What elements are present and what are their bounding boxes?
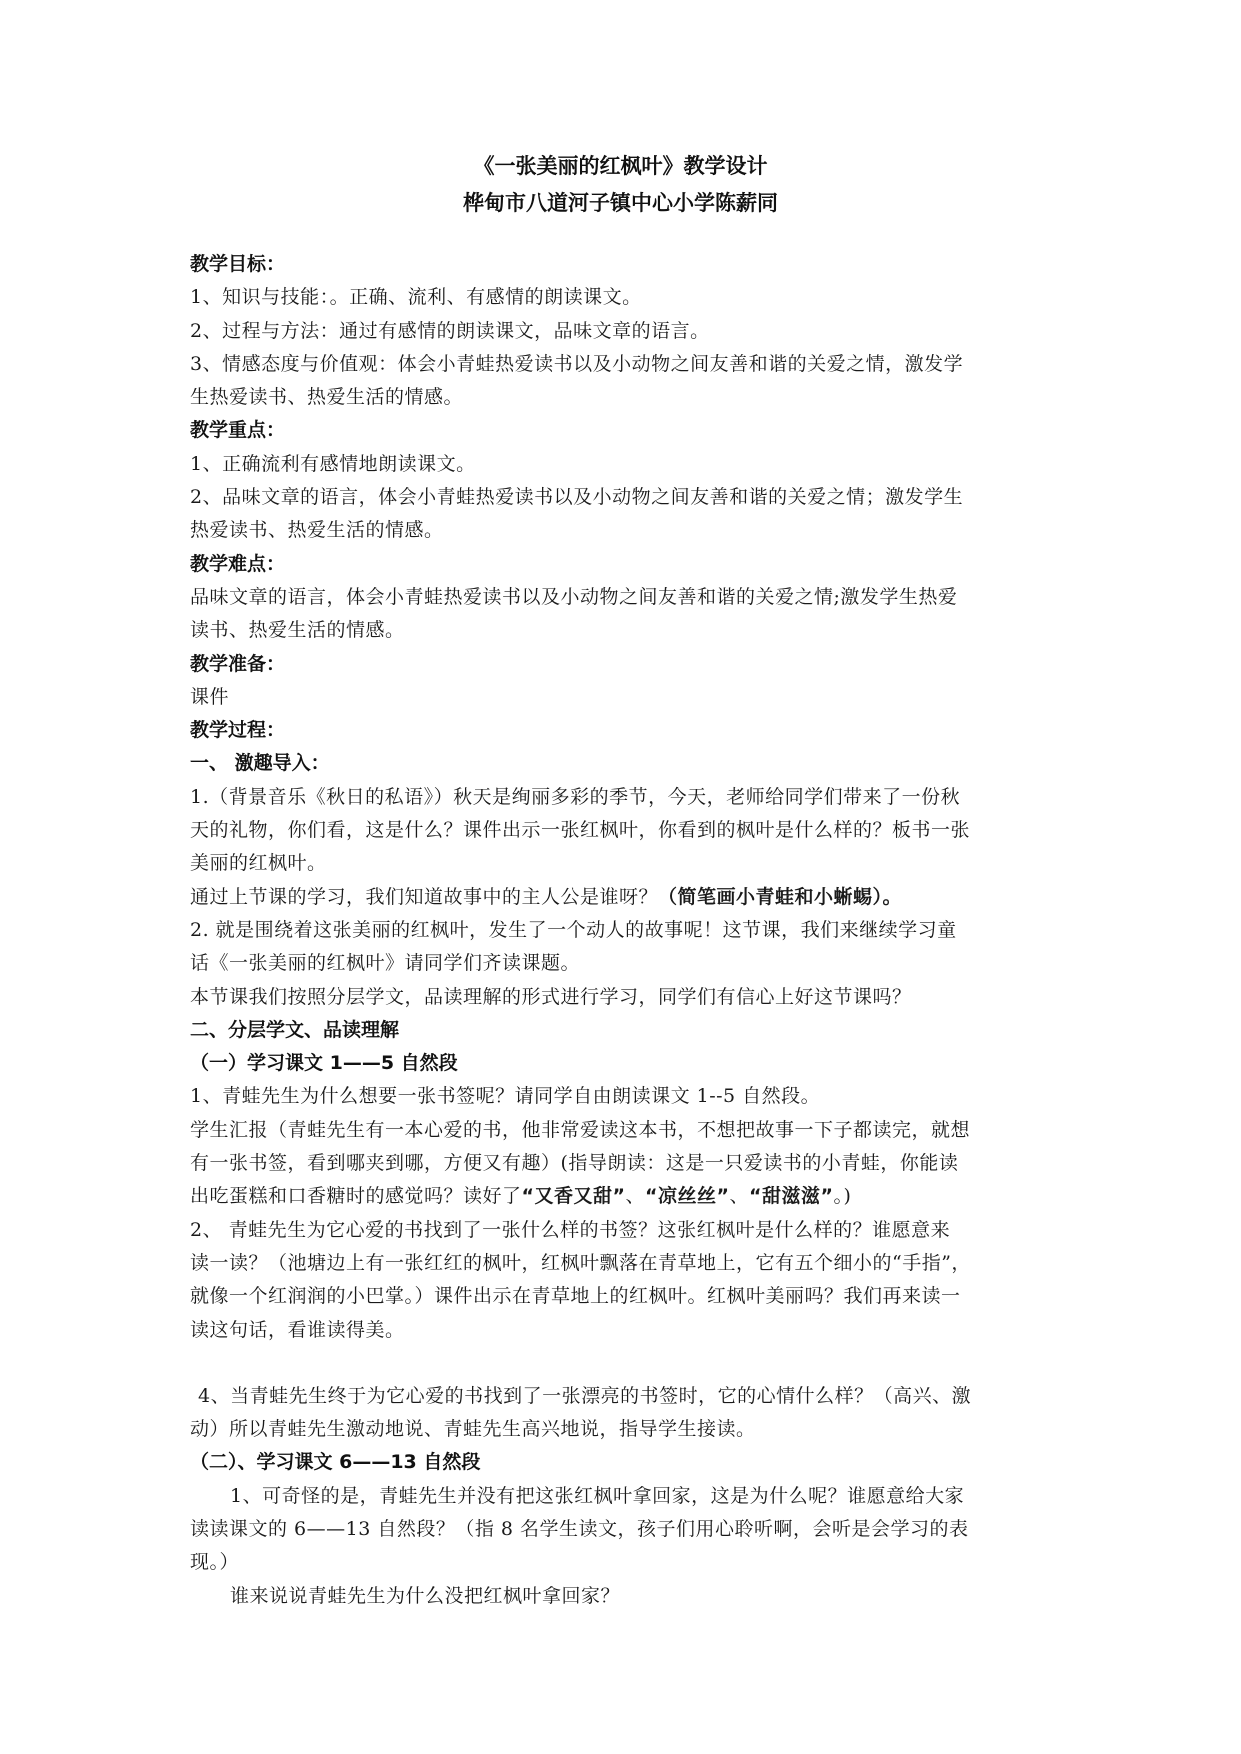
paragraph-line: 读读课文的 6——13 自然段？（指 8 名学生读文，孩子们用心聆听啊，会听是会学习的表 [190,1517,969,1540]
key-point-line: 热爱读书、热爱生活的情感。 [190,519,444,542]
text-span: 出吃蛋糕和口香糖时的感觉吗？读好了 [190,1185,522,1208]
document-body [190,248,1060,1613]
paragraph-line: 天的礼物，你们看，这是什么？课件出示一张红枫叶，你看到的枫叶是什么样的？板书一张 [190,819,971,842]
paragraph-line: 2、 青蛙先生为它心爱的书找到了一张什么样的书签？这张红枫叶是什么样的？谁愿意来 [190,1218,951,1241]
text-span: 、 [625,1185,646,1208]
question-text: 通过上节课的学习，我们知道故事中的主人公是谁呀？ [190,885,659,908]
paragraph-line: 读一读？（池塘边上有一张红红的枫叶，红枫叶飘落在青草地上，它有五个细小的“手指”， [190,1251,971,1274]
section-1-heading: 一、 激趣导入： [190,752,330,775]
paragraph-line: 2. 就是围绕着这张美丽的红枫叶，发生了一个动人的故事呢！这节课，我们来继续学习童 [190,918,957,941]
paragraph-line: 1、可奇怪的是，青蛙先生并没有把这张红枫叶拿回家，这是为什么呢？谁愿意给大家 [230,1484,965,1507]
bold-note: （简笔画小青蛙和小蜥蜴）。 [658,885,903,908]
paragraph-line: 美丽的红枫叶。 [190,852,327,875]
process-heading: 教学过程： [190,719,286,742]
bold-phrase: “又香又甜” [521,1185,626,1208]
paragraph-line: 有一张书签，看到哪夹到哪，方便又有趣）(指导朗读：这是一只爱读书的小青蛙，你能读 [190,1152,959,1175]
paragraph-line: 本节课我们按照分层学文，品读理解的形式进行学习，同学们有信心上好这节课吗？ [190,985,912,1008]
key-point-line: 2、品味文章的语言，体会小青蛙热爱读书以及小动物之间友善和谐的关爱之情；激发学生 [190,486,964,509]
paragraph-line [190,881,1060,914]
goal-line: 3、情感态度与价值观：体会小青蛙热爱读书以及小动物之间友善和谐的关爱之情，激发学 [190,352,964,375]
paragraph-line: 学生汇报（青蛙先生有一本心爱的书，他非常爱读这本书，不想把故事一下子都读完，就想 [190,1118,971,1141]
paragraph-line: 读这句话，看谁读得美。 [190,1318,405,1341]
bold-phrase: “凉丝丝” [645,1185,730,1208]
preparation-heading: 教学准备： [190,652,286,675]
difficulty-line: 品味文章的语言，体会小青蛙热爱读书以及小动物之间友善和谐的关爱之情;激发学生热爱 [190,585,958,608]
paragraph-line: 4、当青蛙先生终于为它心爱的书找到了一张漂亮的书签时，它的心情什么样？（高兴、激 [198,1384,972,1407]
key-point-line: 1、正确流利有感情地朗读课文。 [190,452,476,475]
blank-line [190,1347,1060,1380]
paragraph-line: 1、青蛙先生为什么想要一张书签呢？请同学自由朗读课文 1--5 自然段。 [190,1085,821,1108]
section-2-heading: 二、分层学文、品读理解 [190,1018,400,1041]
difficulty-line: 读书、热爱生活的情感。 [190,619,405,642]
paragraph-line: 现。） [190,1551,240,1574]
text-span: 、 [729,1185,750,1208]
paragraph-line [190,1180,1060,1213]
document-title: 《一张美丽的红枫叶》教学设计 [473,154,768,178]
bold-phrase: “甜滋滋” [749,1185,834,1208]
subsection-1-heading: （一）学习课文 1——5 自然段 [190,1052,458,1075]
paragraph-line: 1.（背景音乐《秋日的私语》）秋天是绚丽多彩的季节，今天，老师给同学们带来了一份秋 [190,785,961,808]
key-points-heading: 教学重点： [190,419,286,442]
title-block [0,148,1241,222]
preparation-text: 课件 [190,685,230,708]
text-span: 。) [833,1185,852,1208]
subsection-2-heading: （二）、学习课文 6——13 自然段 [190,1451,481,1474]
paragraph-line: 话《一张美丽的红枫叶》请同学们齐读课题。 [190,952,581,975]
document-author: 桦甸市八道河子镇中心小学陈薪同 [463,191,778,215]
goal-line: 1、知识与技能：。正确、流利、有感情的朗读课文。 [190,286,642,309]
difficulty-heading: 教学难点： [190,552,286,575]
goal-line: 2、过程与方法：通过有感情的朗读课文，品味文章的语言。 [190,319,710,342]
goal-line: 生热爱读书、热爱生活的情感。 [190,386,464,409]
paragraph-line: 动）所以青蛙先生激动地说、青蛙先生高兴地说，指导学生接读。 [190,1418,756,1441]
goals-heading: 教学目标： [190,253,286,275]
paragraph-line: 就像一个红润润的小巴掌。）课件出示在青草地上的红枫叶。红枫叶美丽吗？我们再来读一 [190,1285,961,1308]
paragraph-line: 谁来说说青蛙先生为什么没把红枫叶拿回家？ [230,1584,621,1607]
